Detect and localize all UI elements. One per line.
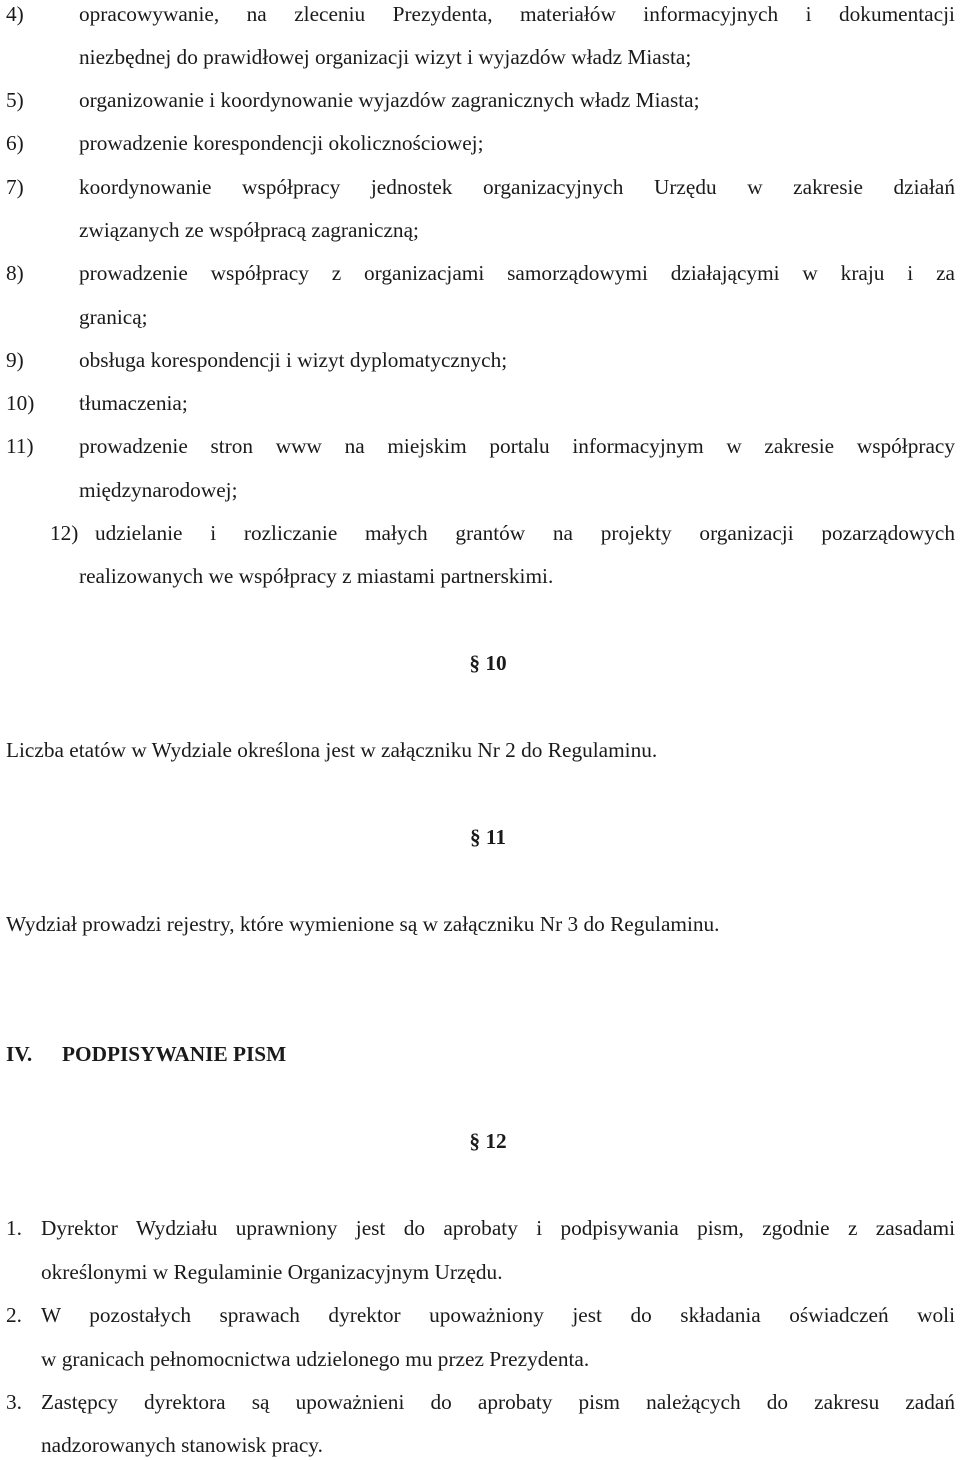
list-item-text: określonymi w Regulaminie Organizacyjnym Urzędu.	[41, 1260, 503, 1284]
list-item-text: Zastępcy dyrektora są upoważnieni do aprobaty pism należących do zakresu zadań	[41, 1390, 955, 1414]
list-item-text: koordynowanie współpracy jednostek organizacyjnych Urzędu w zakresie działań	[79, 175, 955, 199]
list-item-text: prowadzenie korespondencji okolicznościowej;	[79, 131, 484, 155]
list-item-number: 11)	[6, 434, 34, 458]
paragraph: Liczba etatów w Wydziale określona jest w załączniku Nr 2 do Regulaminu.	[6, 738, 658, 762]
list-item-text: niezbędnej do prawidłowej organizacji wizyt i wyjazdów władz Miasta;	[79, 45, 692, 69]
list-item-number: 5)	[6, 88, 24, 112]
list-item-number: 12)	[50, 521, 79, 545]
list-item-text: organizowanie i koordynowanie wyjazdów zagranicznych władz Miasta;	[79, 88, 700, 112]
list-item-text: międzynarodowej;	[79, 478, 238, 502]
list-item-number: 9)	[6, 348, 24, 372]
section-heading: § 11	[469, 825, 507, 849]
list-item-text: obsługa korespondencji i wizyt dyplomatycznych;	[79, 348, 508, 372]
list-item-number: 10)	[6, 391, 35, 415]
list-item-text: prowadzenie stron www na miejskim portalu informacyjnym w zakresie współpracy	[79, 434, 955, 458]
list-item-text: granicą;	[79, 305, 148, 329]
list-item-text: związanych ze współpracą zagraniczną;	[79, 218, 419, 242]
list-item-text: tłumaczenia;	[79, 391, 188, 415]
chapter-number: IV.	[6, 1042, 33, 1066]
list-item-number: 8)	[6, 261, 24, 285]
list-item-number: 1.	[6, 1216, 22, 1240]
list-item-number: 3.	[6, 1390, 22, 1414]
chapter-title: PODPISYWANIE PISM	[62, 1042, 287, 1066]
paragraph: Wydział prowadzi rejestry, które wymienione są w załączniku Nr 3 do Regulaminu.	[6, 912, 720, 936]
list-item-text: w granicach pełnomocnictwa udzielonego mu przez Prezydenta.	[41, 1347, 590, 1371]
section-heading: § 10	[469, 651, 507, 675]
list-item-text: realizowanych we współpracy z miastami partnerskimi.	[79, 564, 554, 588]
list-item-text: Dyrektor Wydziału uprawniony jest do aprobaty i podpisywania pism, zgodnie z zasadami	[41, 1216, 955, 1240]
list-item-text: udzielanie i rozliczanie małych grantów na projekty organizacji pozarządowych	[95, 521, 955, 545]
list-item-text: W pozostałych sprawach dyrektor upoważniony jest do składania oświadczeń woli	[41, 1303, 955, 1327]
list-item-number: 7)	[6, 175, 24, 199]
list-item-number: 2.	[6, 1303, 22, 1327]
list-item-text: prowadzenie współpracy z organizacjami samorządowymi działającymi w kraju i za	[79, 261, 955, 285]
list-item-number: 4)	[6, 2, 24, 26]
list-item-number: 6)	[6, 131, 24, 155]
list-item-text: opracowywanie, na zleceniu Prezydenta, materiałów informacyjnych i dokumentacji	[79, 2, 955, 26]
list-item-text: nadzorowanych stanowisk pracy.	[41, 1433, 323, 1457]
section-heading: § 12	[469, 1129, 507, 1153]
